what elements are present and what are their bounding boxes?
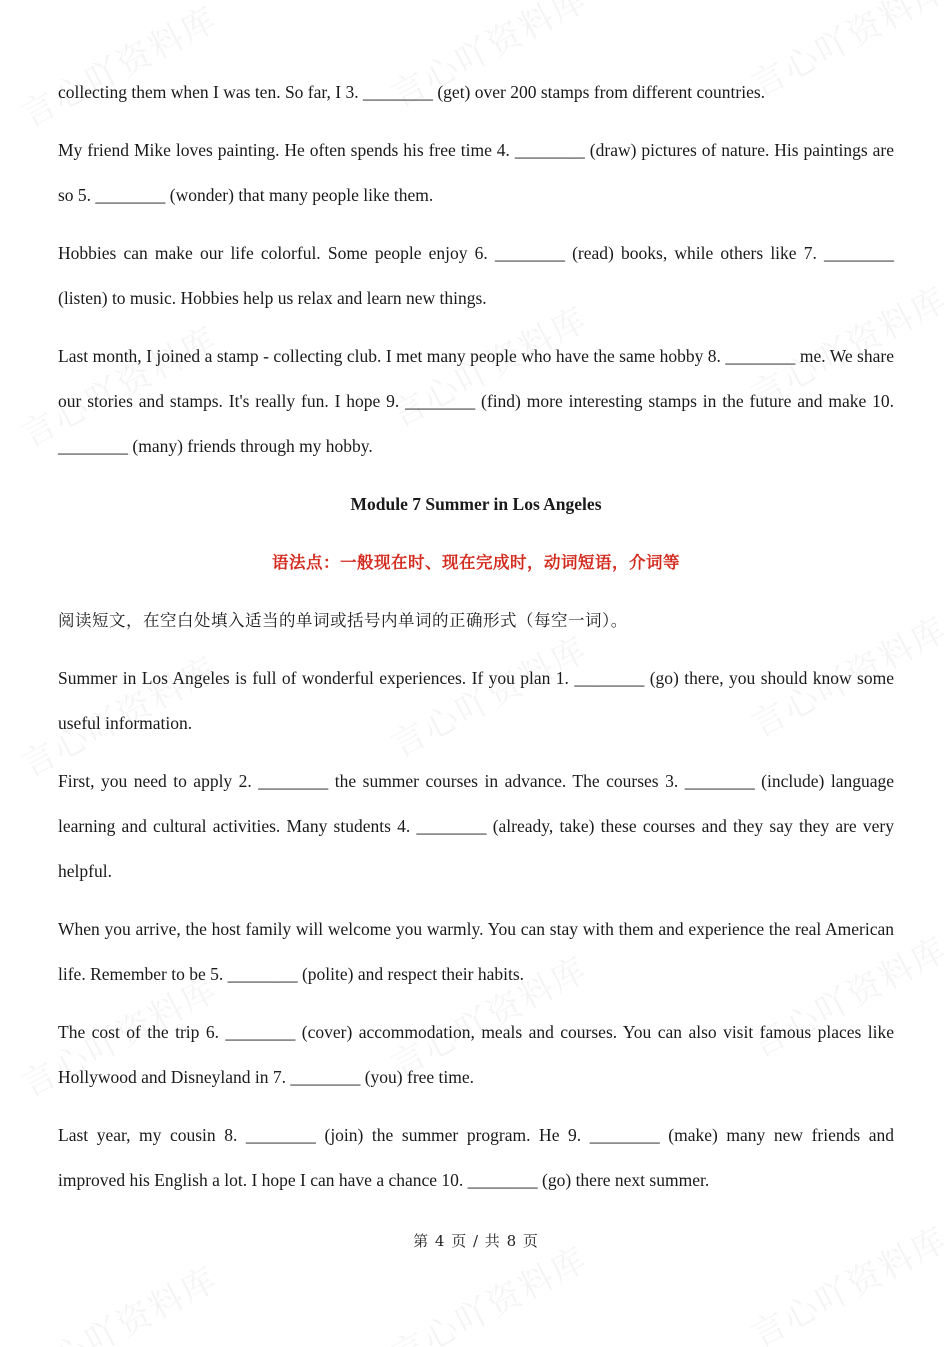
paragraph: Summer in Los Angeles is full of wonderful experiences. If you plan 1. ________ (go) there, you should know some useful information.	[58, 668, 894, 733]
paragraph: My friend Mike loves painting. He often spends his free time 4. ________ (draw) pictures of nature. His paintings are so 5. ________ (wonder) that many people like them.	[58, 140, 894, 205]
document-body	[58, 70, 894, 1216]
grammar-points: 语法点：一般现在时、现在完成时，动词短语，介词等	[272, 553, 680, 572]
paragraph: Hobbies can make our life colorful. Some people enjoy 6. ________ (read) books, while others like 7. ________ (listen) to music. Hobbies help us relax and learn new things.	[58, 243, 894, 308]
paragraph: First, you need to apply 2. ________ the summer courses in advance. The courses 3. ________ (include) language learning and cultural activities. Many students 4. ________ (already, take) these courses and they say they are very helpful.	[58, 771, 894, 881]
paragraph: When you arrive, the host family will welcome you warmly. You can stay with them and experience the real American life. Remember to be 5. ________ (polite) and respect their habits.	[58, 919, 894, 984]
module-title: Module 7 Summer in Los Angeles	[350, 494, 602, 514]
watermark	[11, 1252, 225, 1347]
paragraph: Last month, I joined a stamp - collecting club. I met many people who have the same hobby 8. ________ me. We share our stories and stamps. It's really fun. I hope 9. ________ (find) more interesting stamps in the future and make 10. ________ (many) friends through my hobby.	[58, 346, 894, 456]
paragraph: Last year, my cousin 8. ________ (join) the summer program. He 9. ________ (make) many new friends and improved his English a lot. I hope I can have a chance 10. ________ (go) there next summer.	[58, 1125, 894, 1190]
paragraph: collecting them when I was ten. So far, I 3. ________ (get) over 200 stamps from different countries.	[58, 82, 766, 102]
paragraph: The cost of the trip 6. ________ (cover) accommodation, meals and courses. You can also visit famous places like Hollywood and Disneyland in 7. ________ (you) free time.	[58, 1022, 894, 1087]
page-footer: 第 4 页 / 共 8 页	[413, 1232, 539, 1250]
exercise-instruction: 阅读短文，在空白处填入适当的单词或括号内单词的正确形式（每空一词）。	[58, 611, 628, 630]
